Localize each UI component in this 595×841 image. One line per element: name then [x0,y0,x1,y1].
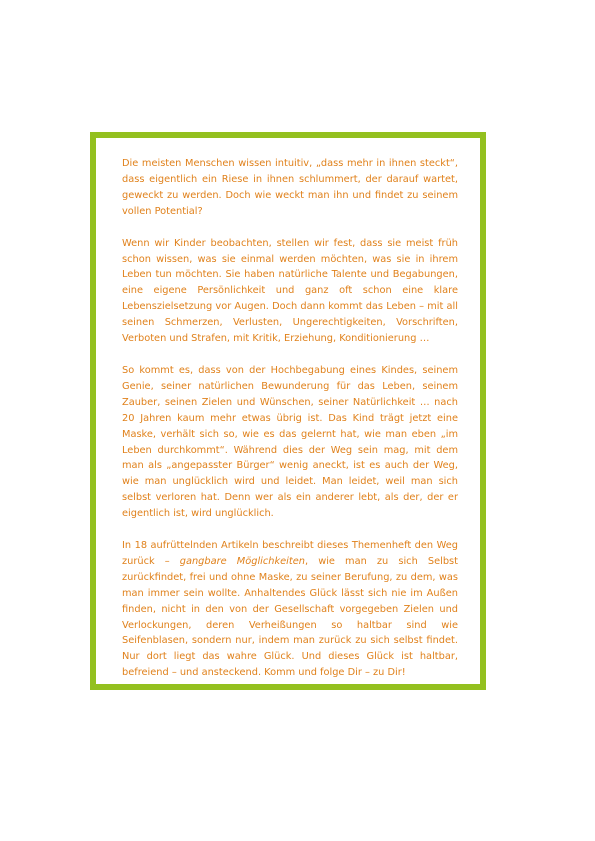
paragraph-4-text-start: In 18 aufrüttelnden Artikeln beschreibt dieses Themenheft den Weg zurück – [122,540,458,567]
paragraph-3: So kommt es, dass von der Hochbegabung eines Kindes, seinem Genie, seiner natürlichen Bewunderung für das Leben, seinem Zauber, seinen Zielen und Wünschen, seiner Natürlichkeit … nach 20 Jahren kaum mehr etwas übrig ist. Das Kind trägt jetzt eine Maske, verhält sich so, wie es das gelernt hat, wie man eben „im Leben durchkommt“. Während dies der Weg sein mag, mit dem man als „angepasster Bürger“ wenig aneckt, ist es auch der Weg, wie man unglücklich wird und leidet. Man leidet, weil man sich selbst verloren hat. Denn wer als ein anderer lebt, als der, der er eigentlich ist, wird unglücklich. [122,364,458,520]
paragraph-4-text-end: , wie man zu sich Selbst zurückfindet, frei und ohne Maske, zu seiner Berufung, zu dem, was man immer sein wollte. Anhaltendes Glück lässt sich nie im Außen finden, nicht in den von der Gesellschaft vorgegeben Zielen und Verlockungen, deren Verheißungen so haltbar sind wie Seifenblasen, sondern nur, indem man zurück zu sich selbst findet. Nur dort liegt das wahre Glück. Und dieses Glück ist haltbar, befreiend – und ansteckend. Komm und folge Dir – zu Dir! [122,555,459,679]
paragraph-4 [122,538,458,681]
paragraph-2: Wenn wir Kinder beobachten, stellen wir fest, dass sie meist früh schon wissen, was sie einmal werden möchten, was sie in ihrem Leben tun möchten. Sie haben natürliche Talente und Begabungen, eine eigene Persönlichkeit und ganz oft schon eine klare Lebenszielsetzung vor Augen. Doch dann kommt das Leben – mit all seinen Schmerzen, Verlusten, Ungerechtigkeiten, Vorschriften, Verboten und Strafen, mit Kritik, Erziehung, Konditionierung … [122,237,458,345]
paragraph-4-italic-phrase: gangbare Möglichkeiten [179,555,305,567]
paragraph-1: Die meisten Menschen wissen intuitiv, „dass mehr in ihnen steckt“, dass eigentlich ein Riese in ihnen schlummert, der darauf wartet, geweckt zu werden. Doch wie weckt man ihn und findet zu seinem vollen Potential? [122,158,458,217]
text-block [122,156,458,681]
